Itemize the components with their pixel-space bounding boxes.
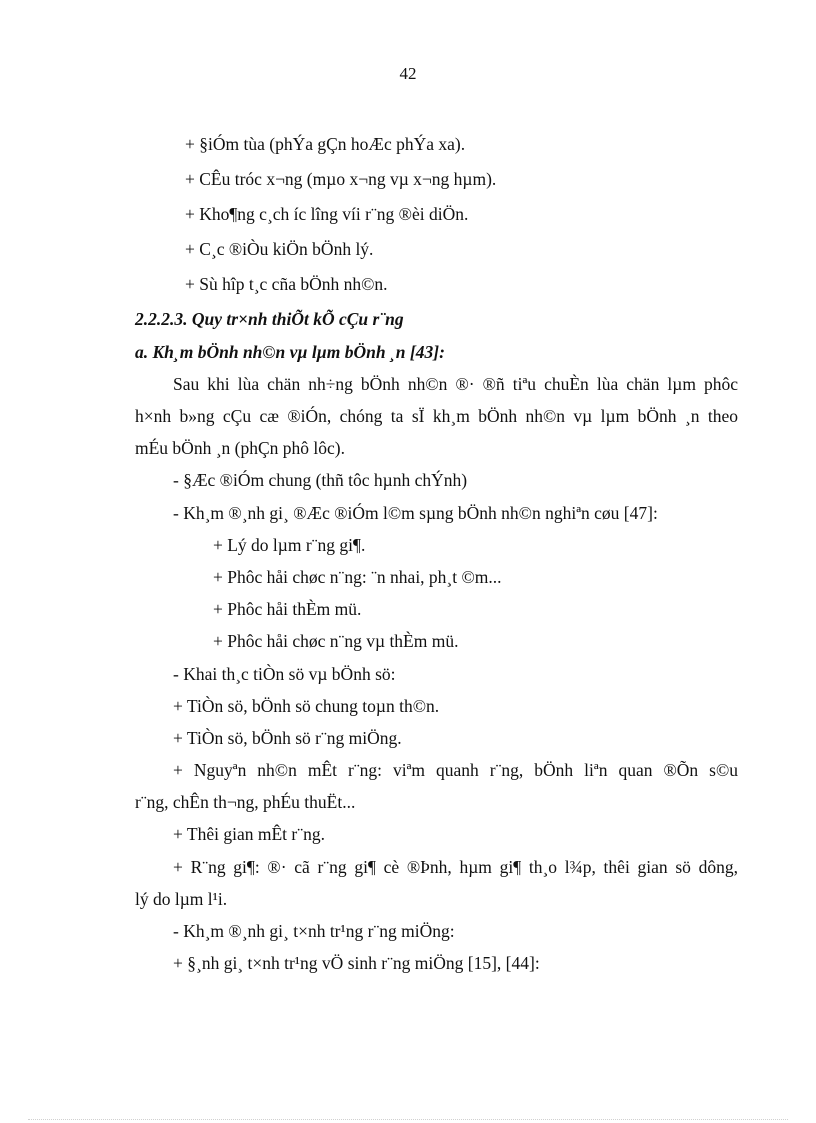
paragraph-line: h×nh b»ng cÇu cæ ®iÓn, chóng ta sÏ kh¸m bÖnh nh©n vµ lµm bÖnh ¸n theo [135, 406, 738, 426]
paragraph-line: r¨ng, chÊn th¬ng, phÉu thuËt... [135, 792, 356, 812]
text-line: + TiÒn sö, bÖnh sö chung toµn th©n. [173, 696, 440, 716]
text-line: + Thêi gian mÊt r¨ng. [173, 824, 325, 844]
text-line: + Phôc håi chøc n¨ng: ¨n nhai, ph¸t ©m... [213, 567, 502, 587]
paragraph-line: + R¨ng gi¶: ®· cã r¨ng gi¶ cè ®Þnh, hµm gi¶ th¸o l¾p, thêi gian sö dông, [173, 857, 738, 877]
text-line: + TiÒn sö, bÖnh sö r¨ng miÖng. [173, 728, 402, 748]
text-line: + Kho¶ng c¸ch íc lîng víi r¨ng ®èi diÖn. [185, 204, 469, 224]
text-line: + Lý do lµm r¨ng gi¶. [213, 535, 366, 555]
text-line: + §¸nh gi¸ t×nh tr¹ng vÖ sinh r¨ng miÖng [15], [44]: [173, 953, 540, 973]
text-line: + CÊu tróc x¬ng (mµo x¬ng vµ x¬ng hµm). [185, 169, 497, 189]
page-bottom-rule [28, 1119, 788, 1120]
text-line: - §Æc ®iÓm chung (thñ tôc hµnh chÝnh) [173, 470, 468, 490]
text-line: + Phôc håi thÈm mü. [213, 599, 362, 619]
text-line: - Kh¸m ®¸nh gi¸ t×nh tr¹ng r¨ng miÖng: [173, 921, 455, 941]
paragraph-line: mÉu bÖnh ¸n (phÇn phô lôc). [135, 438, 345, 458]
text-line: + Sù hîp t¸c cña bÖnh nh©n. [185, 274, 388, 294]
text-line: + C¸c ®iÒu kiÖn bÖnh lý. [185, 239, 374, 259]
text-line: - Khai th¸c tiÒn sö vµ bÖnh sö: [173, 664, 396, 684]
paragraph-line: lý do lµm l¹i. [135, 889, 228, 909]
text-line: + Phôc håi chøc n¨ng vµ thÈm mü. [213, 631, 459, 651]
paragraph-line: + Nguyªn nh©n mÊt r¨ng: viªm quanh r¨ng, bÖnh liªn quan ®Õn s©u [173, 760, 738, 780]
section-heading: 2.2.2.3. Quy tr×nh thiÕt kÕ cÇu r¨ng [135, 309, 404, 329]
subsection-heading: a. Kh¸m bÖnh nh©n vµ lµm bÖnh ¸n [43]: [135, 342, 445, 362]
page-number: 42 [399, 64, 417, 83]
paragraph-line: Sau khi lùa chän nh÷ng bÖnh nh©n ®· ®ñ tiªu chuÈn lùa chän lµm phôc [173, 374, 738, 394]
text-line: - Kh¸m ®¸nh gi¸ ®Æc ®iÓm l©m sµng bÖnh nh©n nghiªn cøu [47]: [173, 503, 658, 523]
text-line: + §iÓm tùa (phÝa gÇn hoÆc phÝa xa). [185, 134, 466, 154]
